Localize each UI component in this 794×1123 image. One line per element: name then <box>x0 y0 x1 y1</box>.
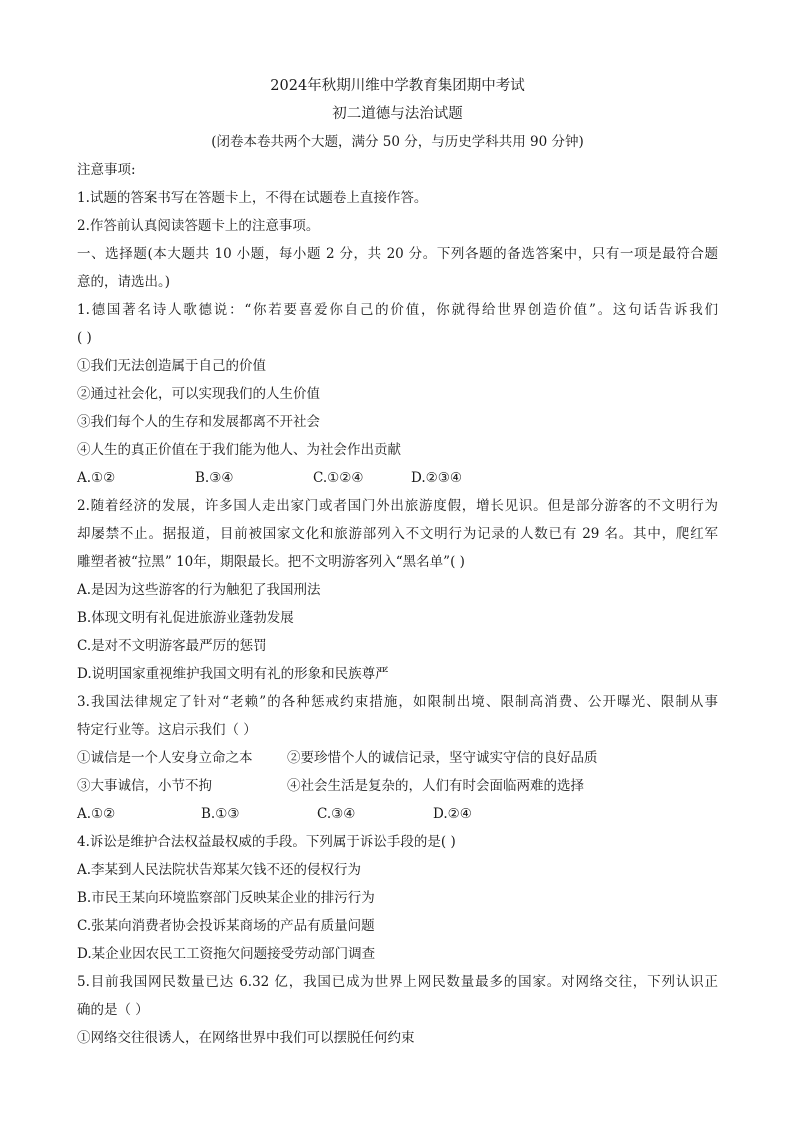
question-5-stem: 确的是（ ） <box>77 1002 149 1018</box>
question-4-stem: 4.诉讼是维护合法权益最权威的手段。下列属于诉讼手段的是( ) <box>77 834 456 850</box>
option-c: C.③④ <box>317 806 356 822</box>
option-d: D.②④ <box>433 806 472 822</box>
notice-item: 1.试题的答案书写在答题卡上，不得在试题卷上直接作答。 <box>77 190 428 206</box>
question-1-blank: ( ) <box>77 330 92 346</box>
option-a: A.是因为这些游客的行为触犯了我国刑法 <box>77 582 321 598</box>
option-d: D.②③④ <box>411 470 462 486</box>
question-3-item: ①诚信是一个人安身立命之本 <box>77 750 253 766</box>
question-5-stem: 5.目前我国网民数量已达 6.32 亿，我国已成为世界上网民数量最多的国家。对网络交往，下列认识正 <box>77 974 718 990</box>
question-3-item: ③大事诚信，小节不拘 <box>77 778 212 794</box>
option-c: C.张某向消费者协会投诉某商场的产品有质量问题 <box>77 918 375 934</box>
option-b: B.①③ <box>201 806 240 822</box>
section-heading-cont: 意的，请选出。) <box>77 274 171 290</box>
question-1-item: ①我们无法创造属于自己的价值 <box>77 358 266 374</box>
section-heading: 一、选择题(本大题共 10 小题，每小题 2 分，共 20 分。下列各题的备选答案中，只有一项是最符合题 <box>77 246 718 262</box>
option-d: D.说明国家重视维护我国文明有礼的形象和民族尊严 <box>77 666 389 682</box>
question-2-stem: 却屡禁不止。据报道，目前被国家文化和旅游部列入不文明行为记录的人数已有 29 名。其中，爬红军 <box>77 526 718 542</box>
exam-note: (闭卷本卷共两个大题，满分 50 分，与历史学科共用 90 分钟) <box>211 134 584 150</box>
question-2-stem: 雕塑者被“拉黑” 10年，期限最长。把不文明游客列入“黑名单”( ) <box>77 554 465 570</box>
question-1-options <box>77 464 718 492</box>
option-b: B.体现文明有礼促进旅游业蓬勃发展 <box>77 610 294 626</box>
question-1-item: ④人生的真正价值在于我们能为他人、为社会作出贡献 <box>77 442 401 458</box>
question-2-stem: 2.随着经济的发展，许多国人走出家门或者国门外出旅游度假，增长见识。但是部分游客的不文明行为 <box>77 498 718 514</box>
question-3-items-row <box>77 772 718 800</box>
question-3-options <box>77 800 718 828</box>
question-3-stem: 3.我国法律规定了针对“老赖”的各种惩戒约束措施，如限制出境、限制高消费、公开曝光、限制从事 <box>77 694 718 710</box>
option-c: C.是对不文明游客最严厉的惩罚 <box>77 638 267 654</box>
question-1-stem: 1.德国著名诗人歌德说：“你若要喜爱你自己的价值，你就得给世界创造价值”。这句话告诉我们 <box>77 302 718 318</box>
question-3-item: ④社会生活是复杂的，人们有时会面临两难的选择 <box>287 778 584 794</box>
question-1-item: ③我们每个人的生存和发展都离不开社会 <box>77 414 320 430</box>
option-b: B.市民王某向环境监察部门反映某企业的排污行为 <box>77 890 375 906</box>
option-b: B.③④ <box>195 470 234 486</box>
option-c: C.①②④ <box>313 470 364 486</box>
notice-item: 2.作答前认真阅读答题卡上的注意事项。 <box>77 218 320 234</box>
exam-title: 2024年秋期川维中学教育集团期中考试 <box>270 78 525 94</box>
question-1-item: ②通过社会化，可以实现我们的人生价值 <box>77 386 320 402</box>
option-a: A.李某到人民法院状告郑某欠钱不还的侵权行为 <box>77 862 362 878</box>
notice-heading: 注意事项: <box>77 162 136 178</box>
exam-subtitle: 初二道德与法治试题 <box>332 106 463 122</box>
question-3-stem: 特定行业等。这启示我们（ ） <box>77 722 257 738</box>
question-5-item: ①网络交往很诱人，在网络世界中我们可以摆脱任何约束 <box>77 1030 415 1046</box>
option-a: A.①② <box>77 806 116 822</box>
question-3-items-row <box>77 744 718 772</box>
option-a: A.①② <box>77 470 116 486</box>
question-3-item: ②要珍惜个人的诚信记录，坚守诚实守信的良好品质 <box>287 750 598 766</box>
option-d: D.某企业因农民工工资拖欠问题接受劳动部门调查 <box>77 946 376 962</box>
